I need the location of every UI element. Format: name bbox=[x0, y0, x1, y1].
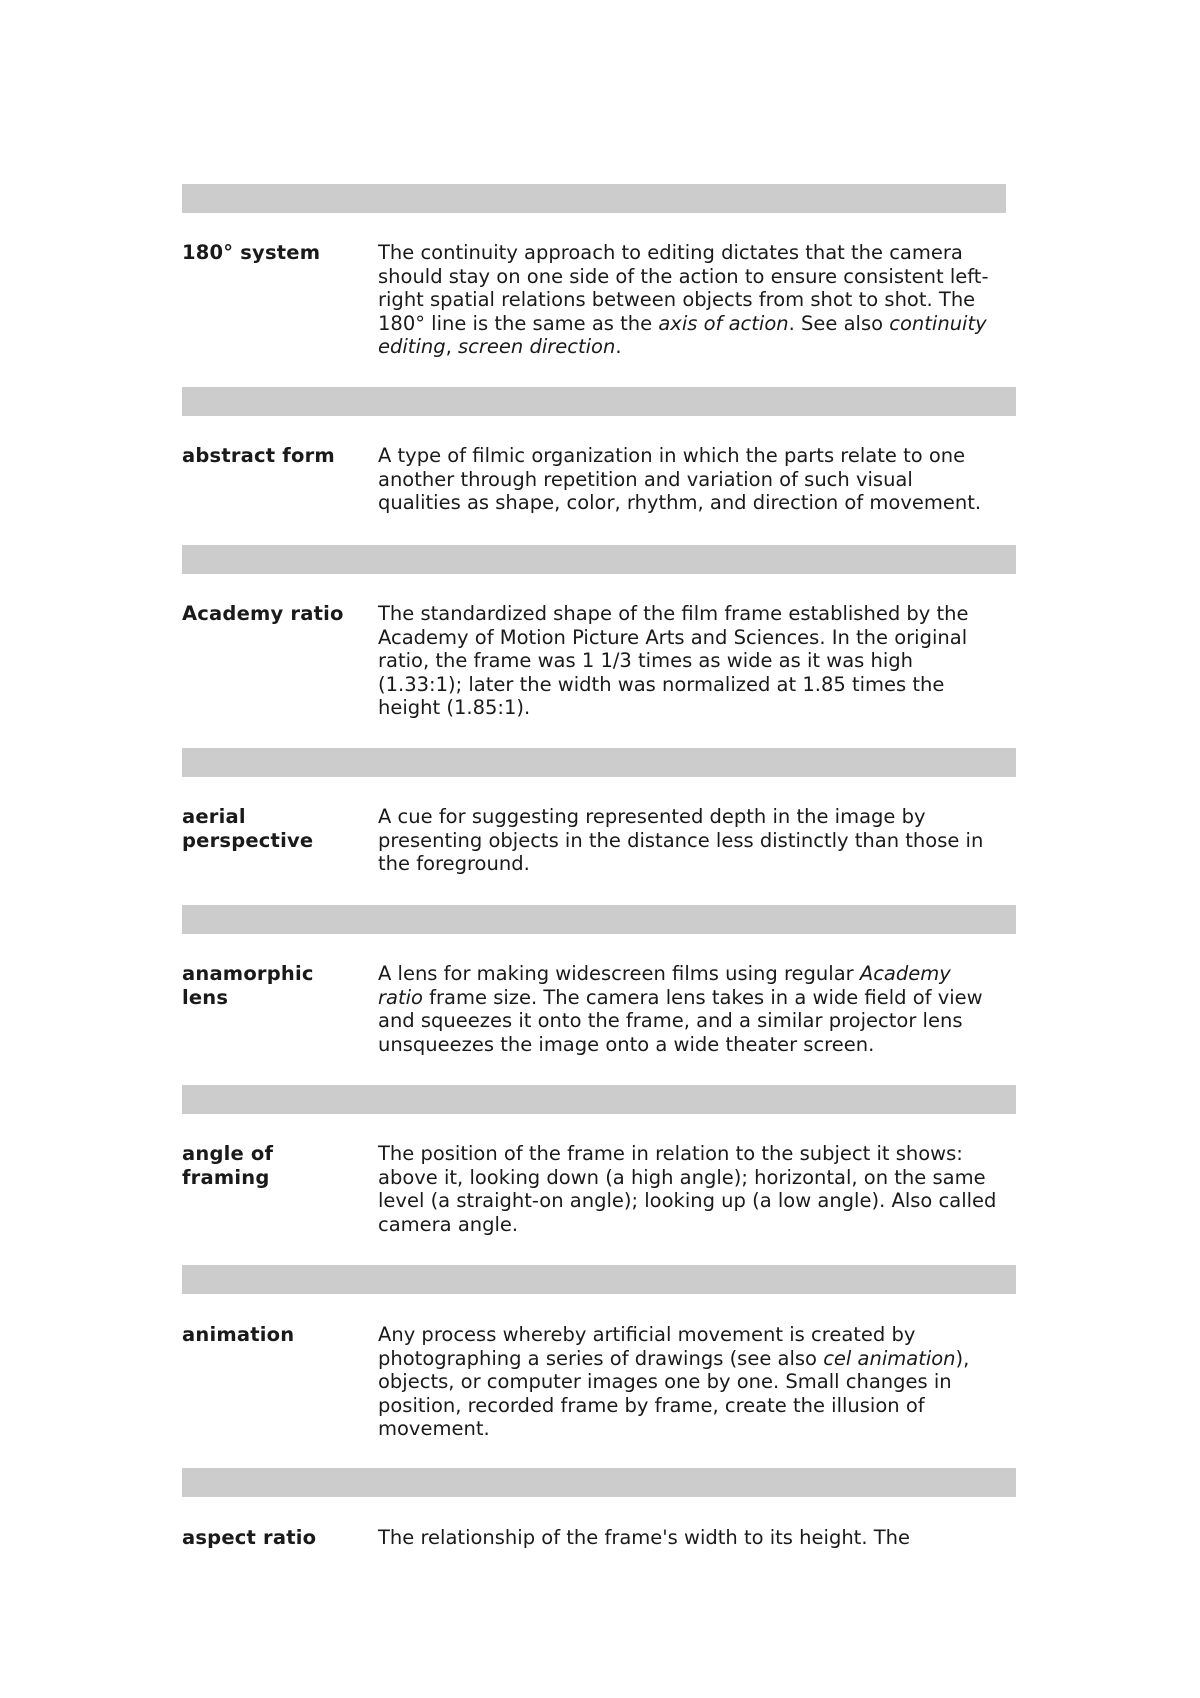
definition-text: The relationship of the frame's width to its height. The bbox=[378, 1526, 910, 1549]
glossary-definition bbox=[378, 602, 1028, 720]
glossary-term: abstract form bbox=[182, 444, 335, 467]
glossary-term: 180° system bbox=[182, 241, 321, 264]
glossary-term: aerial perspective bbox=[182, 805, 314, 852]
glossary-definition bbox=[378, 1323, 1028, 1441]
glossary-definition bbox=[378, 805, 1028, 876]
definition-line bbox=[378, 649, 1028, 673]
definition-line bbox=[378, 1189, 1028, 1213]
section-divider bbox=[182, 545, 1016, 574]
definition-text: ratio, the frame was 1 1/3 times as wide as it was high bbox=[378, 649, 914, 672]
glossary-term: angle of framing bbox=[182, 1142, 274, 1189]
glossary-definition bbox=[378, 1526, 1028, 1550]
cross-reference-term: axis of action bbox=[658, 311, 789, 335]
definition-line bbox=[378, 1009, 1028, 1033]
cross-reference-term: continuity bbox=[889, 311, 987, 335]
definition-text: The standardized shape of the film frame established by the bbox=[378, 602, 969, 625]
definition-line bbox=[378, 602, 1028, 626]
glossary-term: aspect ratio bbox=[182, 1526, 317, 1549]
cross-reference-term: cel animation bbox=[823, 1346, 956, 1370]
definition-line bbox=[378, 241, 1028, 265]
section-divider bbox=[182, 1265, 1016, 1294]
definition-line bbox=[378, 468, 1028, 492]
definition-text: qualities as shape, color, rhythm, and direction of movement. bbox=[378, 491, 982, 514]
definition-text: ), bbox=[955, 1346, 970, 1370]
section-divider bbox=[182, 1468, 1016, 1497]
definition-line bbox=[378, 288, 1028, 312]
definition-line bbox=[378, 1526, 1028, 1550]
glossary-definition bbox=[378, 962, 1028, 1056]
definition-line bbox=[378, 312, 1028, 336]
definition-line bbox=[378, 805, 1028, 829]
section-divider bbox=[182, 184, 1006, 213]
definition-text: , bbox=[445, 335, 458, 358]
section-divider bbox=[182, 748, 1016, 777]
definition-line bbox=[378, 1323, 1028, 1347]
definition-text: position, recorded frame by frame, create the illusion of bbox=[378, 1393, 925, 1417]
definition-text: frame size. The camera lens takes in a wide field of view bbox=[422, 985, 983, 1009]
definition-text: above it, looking down (a high angle); horizontal, on the same bbox=[378, 1165, 986, 1189]
definition-text: height (1.85:1). bbox=[378, 696, 531, 719]
cross-reference-term: ratio bbox=[378, 985, 423, 1009]
definition-text: A type of filmic organization in which the parts relate to one bbox=[378, 444, 966, 467]
definition-line bbox=[378, 696, 1028, 720]
glossary-definition bbox=[378, 1142, 1028, 1236]
definition-line bbox=[378, 1347, 1028, 1371]
definition-text: another through repetition and variation of such visual bbox=[378, 467, 913, 491]
definition-line bbox=[378, 335, 1028, 359]
definition-line bbox=[378, 1394, 1028, 1418]
definition-text: The continuity approach to editing dictates that the camera bbox=[378, 241, 963, 264]
definition-line bbox=[378, 491, 1028, 515]
definition-text: . See also bbox=[788, 311, 890, 335]
definition-text: The position of the frame in relation to the subject it shows: bbox=[378, 1142, 963, 1165]
glossary-term: animation bbox=[182, 1323, 295, 1346]
glossary-definition bbox=[378, 444, 1028, 515]
definition-line bbox=[378, 1370, 1028, 1394]
definition-text: 180° line is the same as the bbox=[378, 311, 659, 335]
definition-text: Academy of Motion Picture Arts and Sciences. In the original bbox=[378, 625, 968, 649]
definition-line bbox=[378, 852, 1028, 876]
glossary-definition bbox=[378, 241, 1028, 359]
definition-text: should stay on one side of the action to ensure consistent left- bbox=[378, 264, 989, 288]
definition-line bbox=[378, 673, 1028, 697]
definition-line bbox=[378, 986, 1028, 1010]
definition-text: movement. bbox=[378, 1417, 490, 1440]
definition-text: (1.33:1); later the width was normalized at 1.85 times the bbox=[378, 672, 945, 696]
definition-line bbox=[378, 1142, 1028, 1166]
definition-line bbox=[378, 829, 1028, 853]
definition-text: camera angle. bbox=[378, 1212, 519, 1236]
definition-line bbox=[378, 1166, 1028, 1190]
definition-text: A lens for making widescreen films using regular bbox=[378, 962, 860, 985]
definition-text: right spatial relations between objects from shot to shot. The bbox=[378, 288, 976, 311]
section-divider bbox=[182, 387, 1016, 416]
definition-text: photographing a series of drawings (see also bbox=[378, 1346, 824, 1370]
definition-text: . bbox=[615, 335, 622, 358]
definition-text: unsqueezes the image onto a wide theater screen. bbox=[378, 1032, 875, 1056]
definition-text: the foreground. bbox=[378, 852, 530, 875]
definition-line bbox=[378, 265, 1028, 289]
definition-line bbox=[378, 444, 1028, 468]
section-divider bbox=[182, 905, 1016, 934]
definition-text: level (a straight-on angle); looking up (a low angle). Also called bbox=[378, 1189, 997, 1212]
definition-text: Any process whereby artificial movement is created by bbox=[378, 1323, 916, 1346]
cross-reference-term: Academy bbox=[859, 962, 951, 985]
cross-reference-term: screen direction bbox=[458, 335, 616, 358]
definition-text: A cue for suggesting represented depth in the image by bbox=[378, 805, 926, 828]
definition-text: and squeezes it onto the frame, and a similar projector lens bbox=[378, 1009, 963, 1032]
cross-reference-term: editing bbox=[378, 335, 446, 358]
section-divider bbox=[182, 1085, 1016, 1114]
glossary-term: anamorphic lens bbox=[182, 962, 314, 1009]
definition-line bbox=[378, 1417, 1028, 1441]
definition-line bbox=[378, 626, 1028, 650]
definition-text: presenting objects in the distance less distinctly than those in bbox=[378, 828, 984, 852]
definition-text: objects, or computer images one by one. Small changes in bbox=[378, 1370, 952, 1393]
definition-line bbox=[378, 1033, 1028, 1057]
glossary-term: Academy ratio bbox=[182, 602, 344, 625]
definition-line bbox=[378, 962, 1028, 986]
definition-line bbox=[378, 1213, 1028, 1237]
